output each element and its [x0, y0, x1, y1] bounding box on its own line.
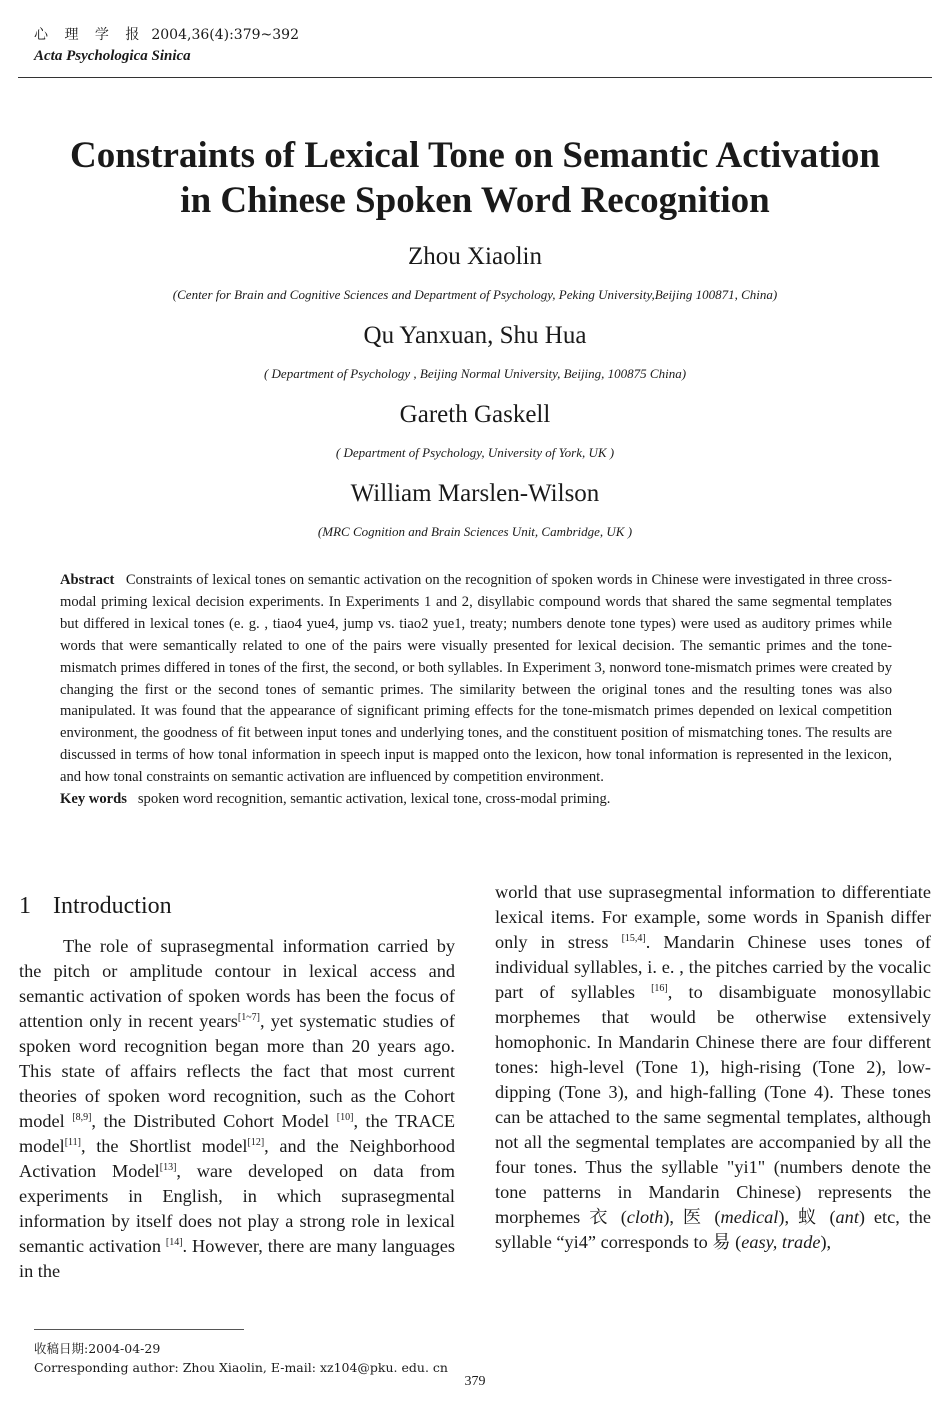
journal-name-cn: 心 理 学 报	[34, 27, 146, 43]
corresponding-author: Corresponding author: Zhou Xiaolin, E-mail: xz104@pku. edu. cn	[34, 1360, 448, 1375]
page-number: 379	[464, 1374, 486, 1389]
citation-ref: [16]	[651, 982, 668, 994]
citation-ref: [14]	[165, 1236, 183, 1248]
author-4: William Marslen-Wilson	[350, 480, 600, 507]
citation-ref: [1~7]	[237, 1011, 260, 1023]
affiliation-2: ( Department of Psychology , Beijing Normal University, Beijing, 100875 China)	[263, 366, 687, 381]
author-2: Qu Yanxuan, Shu Hua	[363, 322, 587, 349]
citation-ref: [12]	[247, 1136, 265, 1148]
author-1: Zhou Xiaolin	[407, 243, 542, 270]
body-column-left: The role of suprasegmental information carried by the pitch or amplitude contour in lexical access and semantic activation of spoken words has been the focus of attention only in recent years[1~7], yet systematic studies of spoken word recognition began more than 20 years ago. This state of affairs reflects the fact that most current theories of spoken word recognition, such as the Cohort model [8,9], the Distributed Cohort Model [10], the TRACE model[11], the Shortlist model[12], and the Neighborhood Activation Model[13], ware developed on data from experiments in English, in which suprasegmental information by itself does not play a strong role in lexical semantic activation [14]. However, there are many languages in the	[19, 936, 456, 1281]
keywords-label: Key words	[60, 791, 127, 808]
affiliation-4: (MRC Cognition and Brain Sciences Unit, Cambridge, UK )	[317, 524, 633, 539]
running-header	[34, 24, 299, 65]
journal-name-en: Acta Psychologica Sinica	[34, 48, 191, 64]
abstract-label: Abstract	[60, 572, 115, 588]
received-date: 收稿日期:2004-04-29	[34, 1341, 161, 1356]
header-rule	[18, 77, 932, 78]
author-3: Gareth Gaskell	[399, 401, 551, 428]
footnote-rule	[34, 1329, 244, 1330]
citation-ref: [8,9]	[72, 1111, 92, 1123]
body-column-right: world that use suprasegmental information to differentiate lexical items. For example, some words in Spanish differ only in stress [15,4]. Mandarin Chinese uses tones of individual syllables, i. e. , the pitches carried by the vocalic part of syllables [16], to disambiguate monosyllabic morphemes that would be otherwise extensively homophonic. In Mandarin Chinese there are four different tones: high-level (Tone 1), high-rising (Tone 2), low-dipping (Tone 3), and high-falling (Tone 4). These tones can be attached to the same segmental templates, although not all the segmental templates are accompanied by all the four tones. Thus the syllable "yi1" (numbers denote the tone patterns in Mandarin Chinese) represents the morphemes 衣 (cloth), 医 (medical), 蚁 (ant) etc, the syllable “yi4” corresponds to 易 (easy, trade),	[495, 882, 931, 1252]
citation-ref: [13]	[159, 1161, 177, 1173]
abstract	[60, 570, 892, 811]
citation-ref: [11]	[64, 1136, 81, 1148]
affiliation-3: ( Department of Psychology, University of York, UK )	[335, 445, 615, 460]
citation-ref: [10]	[336, 1111, 354, 1123]
citation-ref: [15,4]	[621, 932, 646, 944]
keywords: spoken word recognition, semantic activation, lexical tone, cross-modal priming.	[137, 791, 611, 808]
section-heading: 1 Introduction	[19, 893, 172, 919]
paper-title: Constraints of Lexical Tone on Semantic Activation in Chinese Spoken Word Recognition	[70, 135, 880, 221]
abstract-text: Constraints of lexical tones on semantic activation on the recognition of spoken words in Chinese were investigated in three cross-modal priming lexical decision experiments. In Experiments 1 and 2, disyllabic compound words that shared the same segmental templates but differed in lexical tones (e. g. , tiao4 yue4, jump vs. tiao2 yue1, treaty; numbers denote tone types) were used as auditory primes while words that were semantically related to one of the pairs were visually presented for lexical decision. The semantic primes and the tone-mismatch primes differed in tones of the first, the second, or both syllables. In Experiment 3, nonword tone-mismatch primes were created by changing the first or the second tones of semantic primes. The similarity between the original tones and the resulting tones was also manipulated. It was found that the appearance of significant priming effects for the tone-mismatch primes depended on lexical competition environment, the goodness of fit between input tones and underlying tones, and the constituent position of mismatching tones. The results are discussed in terms of how tonal information in speech input is mapped onto the lexicon, how tonal information is represented in the lexicon, and how tonal constraints on semantic activation are influenced by competition environment.	[60, 572, 892, 786]
affiliation-1: (Center for Brain and Cognitive Sciences and Department of Psychology, Peking University,Beijing 100871, China)	[172, 287, 778, 302]
citation: 2004,36(4):379~392	[151, 27, 299, 43]
